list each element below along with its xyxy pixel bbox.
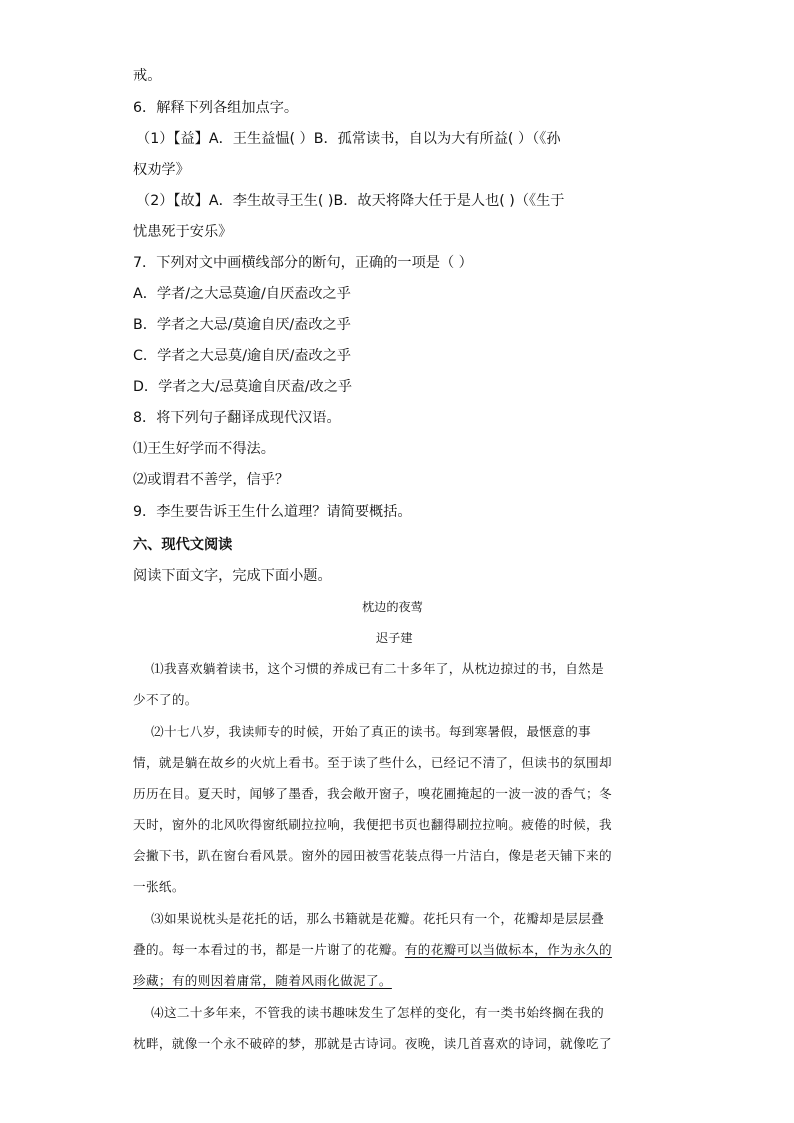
paragraph-2-line: 历历在目。夏天时，闻够了墨香，我会敞开窗子，嗅花圃掩起的一波一波的香气；冬 [133,786,612,801]
underlined-sentence: 珍藏；有的则因着庸常，随着风雨化做泥了。 [133,973,392,988]
question-7-option-d: D．学者之大/忌莫逾自厌盍/改之乎 [133,379,353,395]
question-6: 6．解释下列各组加点字。 [133,100,299,116]
paragraph-2-line: 天时，窗外的北风吹得窗纸刷拉拉响，我便把书页也翻得刷拉拉响。疲倦的时候，我 [133,817,612,832]
text-line: 戒。 [133,68,162,84]
paragraph-2-line: 一张纸。 [133,879,185,894]
paragraph-3-line [133,971,392,991]
paragraph-2-line: ⑵十七八岁，我读师专的时候，开始了真正的读书。每到寒暑假，最惬意的事 [151,724,592,739]
section-intro: 阅读下面文字，完成下面小题。 [133,568,332,584]
question-6-1-cont: 权劝学》 [133,162,190,178]
question-6-2-cont: 忧患死于安乐》 [133,224,233,240]
question-8-2: ⑵或谓君不善学，信乎？ [133,472,290,488]
question-7-option-c: C．学者之大忌莫/逾自厌/盍改之乎 [133,348,352,364]
section-heading: 六、现代文阅读 [133,537,233,553]
question-6-2: （2）【故】A．李生故寻王生( )B．故天将降大任于是人也( )（《生于 [136,193,565,209]
paragraph-3-text: 叠的。每一本看过的书，都是一片谢了的花瓣。 [133,942,405,957]
article-author: 迟子建 [376,631,413,645]
question-7: 7．下列对文中画横线部分的断句，正确的一项是（ ） [133,255,473,271]
underlined-sentence: 有的花瓣可以当做标本，作为永久的 [404,942,612,957]
paragraph-3-line [133,940,612,960]
article-title: 枕边的夜莺 [362,600,423,614]
paragraph-3-line: ⑶如果说枕头是花托的话，那么书籍就是花瓣。花托只有一个，花瓣却是层层叠 [151,911,605,926]
question-7-option-b: B．学者之大忌/莫逾自厌/盍改之乎 [133,317,351,333]
paragraph-1-line: ⑴我喜欢躺着读书，这个习惯的养成已有二十多年了，从枕边掠过的书，自然是 [151,661,605,676]
question-8: 8．将下列句子翻译成现代汉语。 [133,410,341,426]
paragraph-2-line: 会撇下书，趴在窗台看风景。窗外的园田被雪花装点得一片洁白，像是老天铺下来的 [133,848,612,863]
paragraph-4-line: 枕畔，就像一个永不破碎的梦，那就是古诗词。夜晚，读几首喜欢的诗词，就像吃了 [133,1036,612,1051]
question-9: 9．李生要告诉王生什么道理？请简要概括。 [133,504,412,520]
question-7-option-a: A．学者/之大忌莫逾/自厌盍改之乎 [133,286,351,302]
question-6-1: （1）【益】A．王生益愠( ）B．孤常读书，自以为大有所益( ）（《孙 [136,131,561,147]
paragraph-4-line: ⑷这二十多年来，不管我的读书趣味发生了怎样的变化，有一类书始终搁在我的 [151,1005,605,1020]
paragraph-2-line: 情，就是躺在故乡的火炕上看书。至于读了些什么，已经记不清了，但读书的氛围却 [133,755,612,770]
paragraph-1-line: 少不了的。 [133,692,198,707]
question-8-1: ⑴王生好学而不得法。 [133,441,275,457]
